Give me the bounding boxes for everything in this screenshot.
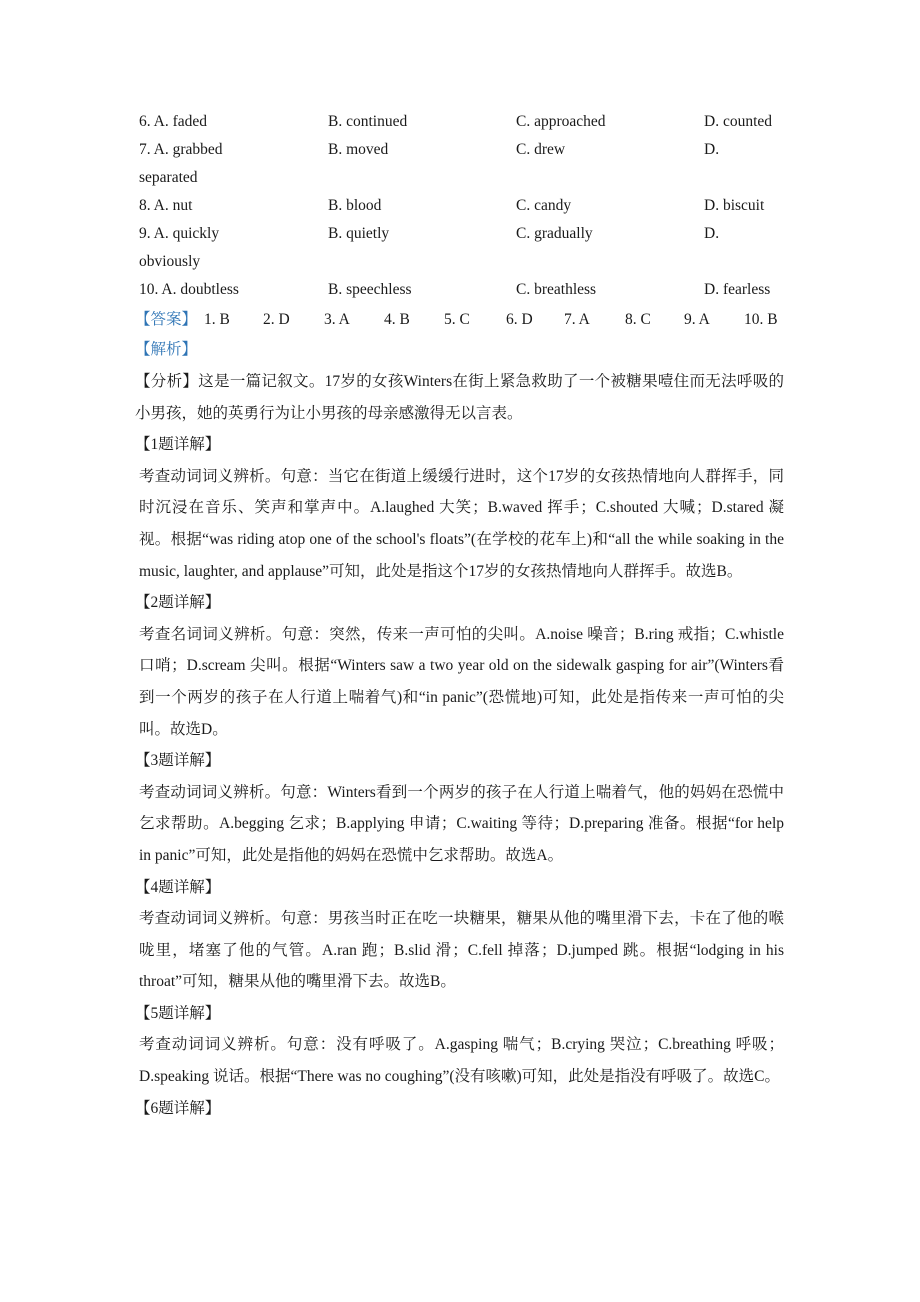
option-d: D.: [704, 225, 720, 242]
answer-item: 5. C: [444, 311, 470, 328]
option-b: B. continued: [328, 113, 408, 130]
option-b: B. blood: [328, 197, 382, 214]
answer-item: 4. B: [384, 311, 410, 328]
option-row-10: [139, 276, 799, 304]
option-d: D. fearless: [704, 281, 771, 298]
option-c: C. candy: [516, 197, 572, 214]
section-text: 考查名词词义辨析。句意：突然，传来一声可怕的尖叫。A.noise 噪音；B.ring 戒指；C.whistle 口哨；D.scream 尖叫。根据“Winters saw a two year old on the sidewalk gasping for air”(Winters看到一个两岁的孩子在人行道上喘着气)和“in panic”(恐慌地)可知，此处是指传来一声可怕的尖叫。故选D。: [139, 625, 784, 738]
section-title: 【4题详解】: [135, 878, 221, 896]
option-d-continued: separated: [139, 169, 198, 186]
option-row-7: [139, 136, 799, 192]
option-row-6: [139, 108, 799, 136]
section-text: 考查动词词义辨析。句意：没有呼吸了。A.gasping 喘气；B.crying 哭泣；C.breathing 呼吸；D.speaking 说话。根据“There was no coughing”(没有咳嗽)可知，此处是指没有呼吸了。故选C。: [139, 1036, 784, 1086]
option-c: C. gradually: [516, 225, 593, 242]
option-a: 7. A. grabbed: [139, 141, 223, 158]
option-b: B. quietly: [328, 225, 390, 242]
analysis-label: 【解析】: [135, 341, 198, 358]
answer-item: 6. D: [506, 311, 533, 328]
option-d: D. biscuit: [704, 197, 765, 214]
section-title: 【1题详解】: [135, 436, 221, 454]
option-a: 9. A. quickly: [139, 225, 220, 242]
option-c: C. drew: [516, 141, 566, 158]
option-a: 8. A. nut: [139, 197, 193, 214]
option-row-9: [139, 220, 799, 276]
option-c: C. breathless: [516, 281, 597, 298]
answer-row: [135, 304, 799, 336]
answer-item: 7. A: [564, 311, 590, 328]
option-b: B. speechless: [328, 281, 412, 298]
option-b: B. moved: [328, 141, 389, 158]
answer-label: 【答案】: [135, 311, 198, 328]
section-title: 【3题详解】: [135, 752, 221, 770]
answer-item: 1. B: [204, 311, 230, 328]
option-row-8: [139, 192, 799, 220]
option-d-continued: obviously: [139, 253, 201, 270]
answer-item: 2. D: [263, 311, 290, 328]
summary-paragraph: 【分析】这是一篇记叙文。17岁的女孩Winters在街上紧急救助了一个被糖果噎住而无法呼吸的小男孩，她的英勇行为让小男孩的母亲感激得无以言表。: [135, 373, 784, 422]
answer-item: 3. A: [324, 311, 350, 328]
section-text: 考查动词词义辨析。句意：当它在街道上缓缓行进时，这个17岁的女孩热情地向人群挥手，同时沉浸在音乐、笑声和掌声中。A.laughed 大笑；B.waved 挥手；C.shouted 大喊；D.stared 凝视。根据“was riding atop one of the school's floats”(在学校的花车上)和“all the while soaking in the music, laughter, and applause”可知，此处是指这个17岁的女孩热情地向人群挥手。故选B。: [139, 467, 784, 580]
section-text: 考查动词词义辨析。句意：男孩当时正在吃一块糖果，糖果从他的嘴里滑下去，卡在了他的喉咙里，堵塞了他的气管。A.ran 跑；B.slid 滑；C.fell 掉落；D.jumped 跳。根据“lodging in his throat”可知，糖果从他的嘴里滑下去。故选B。: [139, 910, 784, 991]
section-title: 【6题详解】: [135, 1099, 221, 1117]
answer-item: 9. A: [684, 311, 710, 328]
answer-item: 8. C: [625, 311, 651, 328]
option-d: D. counted: [704, 113, 773, 130]
option-c: C. approached: [516, 113, 606, 130]
answer-item: 10. B: [744, 311, 778, 328]
analysis-body: [135, 366, 784, 1124]
option-a: 6. A. faded: [139, 113, 208, 130]
option-d: D.: [704, 141, 720, 158]
section-text: 考查动词词义辨析。句意：Winters看到一个两岁的孩子在人行道上喘着气，他的妈妈在恐慌中乞求帮助。A.begging 乞求；B.applying 申请；C.waiting 等待；D.preparing 准备。根据“for help in panic”可知，此处是指他的妈妈在恐慌中乞求帮助。故选A。: [139, 783, 784, 864]
section-title: 【5题详解】: [135, 1004, 221, 1022]
section-title: 【2题详解】: [135, 594, 221, 612]
options-list: [135, 108, 799, 336]
option-a: 10. A. doubtless: [139, 281, 239, 298]
